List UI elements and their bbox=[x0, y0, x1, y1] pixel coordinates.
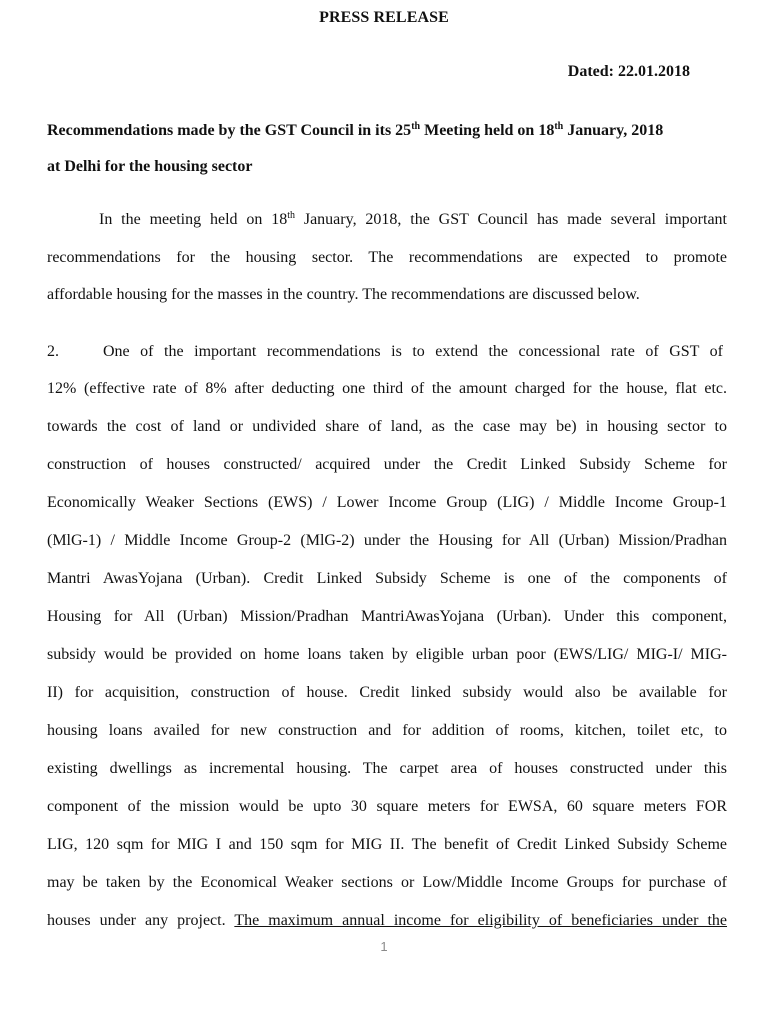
underlined-text: The maximum annual income for eligibility of beneficiaries under the bbox=[234, 912, 728, 929]
paragraph-2-line: housing loans availed for new construction and for addition of rooms, kitchen, toilet etc, to bbox=[47, 722, 727, 739]
paragraph-2-line: (MlG-1) / Middle Income Group-2 (MlG-2) under the Housing for All (Urban) Mission/Pradhan bbox=[47, 532, 727, 549]
document-heading-line-2: at Delhi for the housing sector bbox=[47, 158, 253, 175]
paragraph-2-line: subsidy would be provided on home loans taken by eligible urban poor (EWS/LIG/ MIG-I/ MIG- bbox=[47, 646, 727, 663]
paragraph-1-line: recommendations for the housing sector. The recommendations are expected to promote bbox=[47, 249, 727, 266]
paragraph-2-line: II) for acquisition, construction of house. Credit linked subsidy would also be available for bbox=[47, 684, 727, 701]
paragraph-2-line: 12% (effective rate of 8% after deducting one third of the amount charged for the house, flat etc. bbox=[47, 380, 727, 397]
heading-text: Meeting held on 18 bbox=[420, 122, 555, 139]
paragraph-2-line: may be taken by the Economical Weaker sections or Low/Middle Income Groups for purchase of bbox=[47, 874, 727, 891]
paragraph-text: One of the important recommendations is to extend the concessional rate of GST of bbox=[103, 343, 723, 360]
page-number: 1 bbox=[380, 939, 388, 954]
paragraph-2-line: construction of houses constructed/ acquired under the Credit Linked Subsidy Scheme for bbox=[47, 456, 727, 473]
paragraph-text: In the meeting held on 18 bbox=[99, 211, 288, 228]
ordinal-suffix: th bbox=[287, 210, 295, 221]
paragraph-text: January, 2018, the GST Council has made several important bbox=[295, 211, 728, 228]
paragraph-text: houses under any project. bbox=[47, 912, 235, 929]
ordinal-suffix: th bbox=[411, 121, 421, 132]
paragraph-2-line: Mantri AwasYojana (Urban). Credit Linked Subsidy Scheme is one of the components of bbox=[47, 570, 727, 587]
paragraph-2-line: Economically Weaker Sections (EWS) / Lower Income Group (LIG) / Middle Income Group-1 bbox=[47, 494, 727, 511]
release-date: Dated: 22.01.2018 bbox=[567, 63, 690, 80]
document-heading-line-1 bbox=[47, 122, 729, 140]
press-release-title: PRESS RELEASE bbox=[319, 9, 449, 26]
paragraph-2-line bbox=[47, 342, 727, 362]
ordinal-suffix: th bbox=[554, 121, 564, 132]
paragraph-2-line: Housing for All (Urban) Mission/Pradhan MantriAwasYojana (Urban). Under this component, bbox=[47, 608, 727, 625]
paragraph-2-line: existing dwellings as incremental housing. The carpet area of houses constructed under this bbox=[47, 760, 727, 777]
paragraph-2-line: LIG, 120 sqm for MIG I and 150 sqm for MIG II. The benefit of Credit Linked Subsidy Scheme bbox=[47, 836, 727, 853]
paragraph-number: 2. bbox=[47, 343, 59, 360]
heading-text: Recommendations made by the GST Council in its 25 bbox=[47, 122, 412, 139]
paragraph-2-line: component of the mission would be upto 30 square meters for EWSA, 60 square meters FOR bbox=[47, 798, 727, 815]
paragraph-2-line bbox=[47, 911, 727, 931]
paragraph-1-line bbox=[47, 210, 727, 230]
paragraph-2-line: towards the cost of land or undivided share of land, as the case may be) in housing sector to bbox=[47, 418, 727, 435]
heading-text: January, 2018 bbox=[563, 122, 664, 139]
paragraph-1-line: affordable housing for the masses in the country. The recommendations are discussed below. bbox=[47, 286, 640, 303]
